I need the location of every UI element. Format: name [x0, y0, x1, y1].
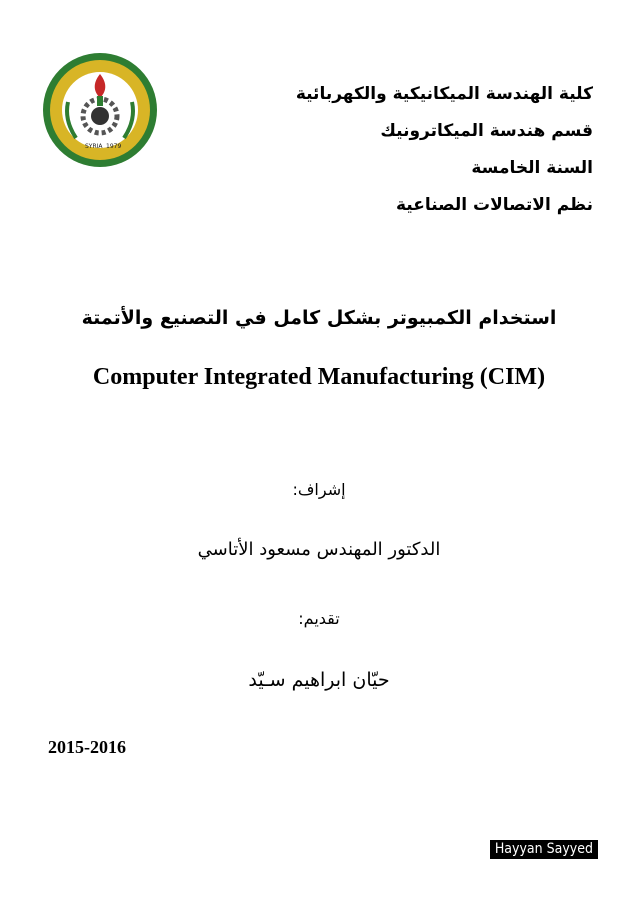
english-title: Computer Integrated Manufacturing (CIM) [92, 364, 546, 390]
academic-year: 2015-2016 [48, 737, 126, 757]
arabic-title: استخدام الكمبيوتر بشكل كامل في التصنيع والأتمتة [81, 307, 557, 329]
faculty-name: كلية الهندسة الميكانيكية والكهربائية [295, 84, 593, 104]
academic-year-level: السنة الخامسة [471, 158, 593, 178]
seal-gear-hub [91, 107, 109, 125]
seal-torch-handle [97, 96, 103, 106]
seal-text-year: 1979 [106, 143, 122, 150]
institution-header [173, 84, 593, 232]
supervisor-name: الدكتور المهندس مسعود الأتاسي [197, 539, 441, 560]
department-name: قسم هندسة الميكاترونيك [380, 121, 593, 141]
university-seal-icon [40, 50, 160, 170]
course-name: نظم الاتصالات الصناعية [395, 195, 593, 215]
supervision-label: إشراف: [292, 480, 346, 499]
presentation-label: تقديم: [298, 609, 340, 628]
seal-text-country: SYRIA [85, 143, 103, 150]
presenter-name: حيّان ابراهيم سـيّد [248, 669, 390, 691]
university-logo [40, 50, 160, 170]
author-tag: Hayyan Sayyed [490, 840, 598, 859]
